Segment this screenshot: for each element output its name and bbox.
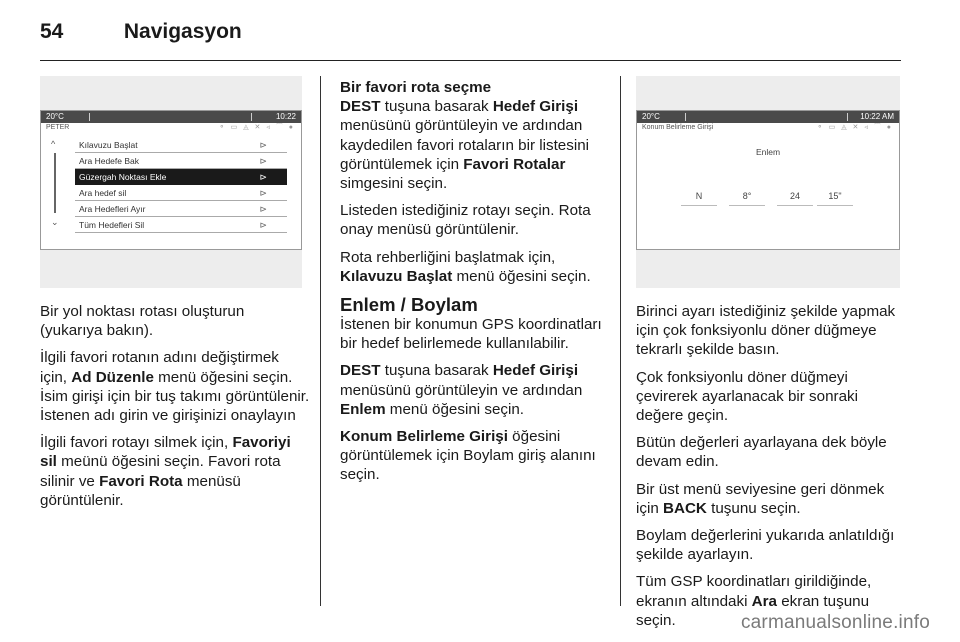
chevron-right-icon: ⊳ — [259, 220, 267, 230]
menu-item-label: Ara hedef sil — [79, 188, 127, 198]
field-value: 15" — [828, 191, 842, 201]
paragraph — [636, 480, 906, 518]
underline — [681, 205, 717, 206]
screenshot-menu — [40, 76, 302, 288]
paragraph: Bir yol noktası rotası oluşturun (yukarıya bakın). — [40, 303, 245, 340]
status-icons: ⚬ ▭ ◬ ✕ ◃ ⌒ ● — [218, 124, 295, 131]
text: ekran tuşunu seçin. — [636, 592, 870, 629]
screen-title: Konum Belirleme Girişi — [642, 124, 714, 131]
field-value: N — [695, 191, 703, 201]
paragraph — [340, 248, 605, 286]
paragraph — [40, 433, 310, 510]
scroll-up-icon[interactable]: ^ — [51, 139, 56, 149]
underline — [777, 205, 813, 206]
field-value: 24 — [789, 191, 800, 201]
text: tuşunu seçin. — [706, 499, 801, 517]
text: menüsünü görüntüleyin ve ardından kaydedilen favori rotaların bir listesini görüntülemek için — [340, 117, 590, 173]
right-column — [636, 302, 906, 638]
text: menü öğesini seçin. — [385, 400, 525, 418]
menu-term: Konum Belirleme Girişi — [340, 428, 508, 446]
text: Rota rehberliğini başlatmak için, — [340, 248, 556, 266]
menu-item-label: Ara Hedefleri Ayır — [79, 204, 146, 214]
menu-term: Enlem — [340, 400, 386, 418]
section-heading — [340, 78, 605, 97]
chevron-right-icon: ⊳ — [259, 156, 267, 166]
menu-item[interactable] — [75, 185, 287, 201]
text: simgesini seçin. — [340, 175, 448, 193]
field-label: Enlem — [755, 147, 781, 157]
menu-item[interactable] — [75, 201, 287, 217]
chevron-right-icon: ⊳ — [259, 188, 267, 198]
text: tuşuna basarak — [380, 362, 493, 380]
header-rule — [40, 60, 901, 61]
menu-item-label: Tüm Hedefleri Sil — [79, 220, 145, 230]
clock: 10:22 AM — [860, 112, 894, 121]
menu-item[interactable] — [75, 137, 287, 153]
coordinate-field-hemisphere[interactable] — [681, 191, 717, 206]
scrollbar[interactable] — [54, 153, 56, 213]
menu-term: Favoriyi sil — [40, 434, 291, 471]
separator — [685, 113, 686, 121]
paragraph — [340, 361, 605, 419]
coordinate-field-degrees[interactable] — [729, 191, 765, 206]
text: tuşuna basarak — [380, 98, 493, 116]
menu-term: Hedef Girişi — [492, 362, 579, 380]
temperature: 20°C — [46, 112, 64, 121]
watermark: carmanualsonline.info — [740, 612, 930, 633]
menu-term: Kılavuzu Başlat — [340, 267, 453, 285]
screen-subtitle — [41, 123, 301, 133]
separator — [251, 113, 252, 121]
paragraph — [340, 427, 605, 485]
text: Tüm GSP koordinatları girildiğinde, ekranın altındaki — [636, 573, 872, 610]
menu-list — [75, 137, 287, 233]
key-term: DEST — [340, 362, 381, 380]
temperature: 20°C — [642, 112, 660, 121]
text: İlgili favori rotanın adını değiştirmek için, — [40, 349, 279, 386]
field-value: 8° — [742, 191, 752, 201]
menu-term: Favori Rotalar — [463, 155, 566, 173]
display-screen — [636, 110, 900, 250]
paragraph: İstenen bir konumun GPS koordinatları bir hedef belirlemede kullanılabilir. — [340, 316, 602, 353]
underline — [817, 205, 853, 206]
screen-subtitle — [637, 123, 899, 133]
underline — [729, 205, 765, 206]
heading-text: Bir favori rota seçme — [340, 79, 492, 96]
text: İlgili favori rotayı silmek için, — [40, 434, 233, 452]
section-heading: Enlem / Boylam — [340, 294, 478, 316]
text: menü öğesini seçin. — [452, 267, 591, 285]
screenshot-coordinates — [636, 76, 900, 288]
key-term: BACK — [663, 499, 707, 517]
paragraph: Bütün değerleri ayarlayana dek böyle devam edin. — [636, 434, 887, 471]
text: Bir üst menü seviyesine geri dönmek için — [636, 480, 885, 517]
column-divider — [620, 76, 621, 606]
menu-item[interactable] — [75, 169, 287, 185]
menu-item-label: Ara Hedefe Bak — [79, 156, 140, 166]
page-number: 54 — [40, 20, 64, 43]
paragraph: Birinci ayarı istediğiniz şekilde yapmak için çok fonksiyonlu döner düğmeye tekrarlı şekilde basın. — [636, 303, 896, 359]
paragraph: Çok fonksiyonlu döner düğmeyi çevirerek ayarlanacak bir sonraki değere geçin. — [636, 368, 858, 425]
status-bar — [637, 111, 899, 123]
middle-column — [340, 78, 605, 493]
paragraph: Listeden istediğiniz rotayı seçin. Rota onay menüsü görüntülenir. — [340, 202, 591, 239]
separator — [89, 113, 90, 121]
profile-name: PETER — [46, 124, 70, 131]
menu-term: Favori Rota — [99, 472, 183, 490]
coordinate-field-minutes[interactable] — [777, 191, 813, 206]
scroll-down-icon[interactable]: ⌄ — [51, 217, 59, 227]
chevron-right-icon: ⊳ — [259, 204, 267, 214]
coordinate-field-seconds[interactable] — [817, 191, 853, 206]
chevron-right-icon: ⊳ — [259, 140, 267, 150]
menu-term: Hedef Girişi — [492, 98, 579, 116]
text: menüsünü görüntüleyin ve ardından — [340, 381, 583, 399]
page-header — [40, 20, 242, 44]
chevron-right-icon: ⊳ — [259, 172, 267, 182]
left-column — [40, 302, 310, 518]
menu-item-label: Güzergah Noktası Ekle — [79, 172, 167, 182]
paragraph — [40, 348, 310, 425]
key-term: Ara — [751, 592, 777, 610]
menu-item[interactable] — [75, 153, 287, 169]
separator — [847, 113, 848, 121]
text: menü öğesini seçin. İsim girişi için bir tuş takımı görüntülenir. İstenen adı girin ve girişinizi onaylayın — [40, 368, 310, 425]
paragraph — [340, 97, 605, 193]
key-term: DEST — [340, 98, 381, 116]
menu-item[interactable] — [75, 217, 287, 233]
status-icons: ⚬ ▭ ◬ ✕ ◃ ⌒ ● — [816, 124, 893, 131]
display-screen — [40, 110, 302, 250]
clock: 10:22 — [275, 112, 296, 121]
text: öğesini görüntülemek için Boylam giriş alanını seçin. — [340, 428, 596, 484]
column-divider — [320, 76, 321, 606]
paragraph: Boylam değerlerini yukarıda anlatıldığı şekilde ayarlayın. — [636, 527, 895, 564]
text: menüsü görüntülenir. — [40, 472, 241, 509]
text: meünü öğesini seçin. Favori rota silinir ve — [40, 453, 281, 490]
menu-item-label: Kılavuzu Başlat — [79, 140, 138, 150]
page-title: Navigasyon — [123, 20, 242, 43]
status-bar — [41, 111, 301, 123]
menu-term: Ad Düzenle — [71, 368, 154, 386]
